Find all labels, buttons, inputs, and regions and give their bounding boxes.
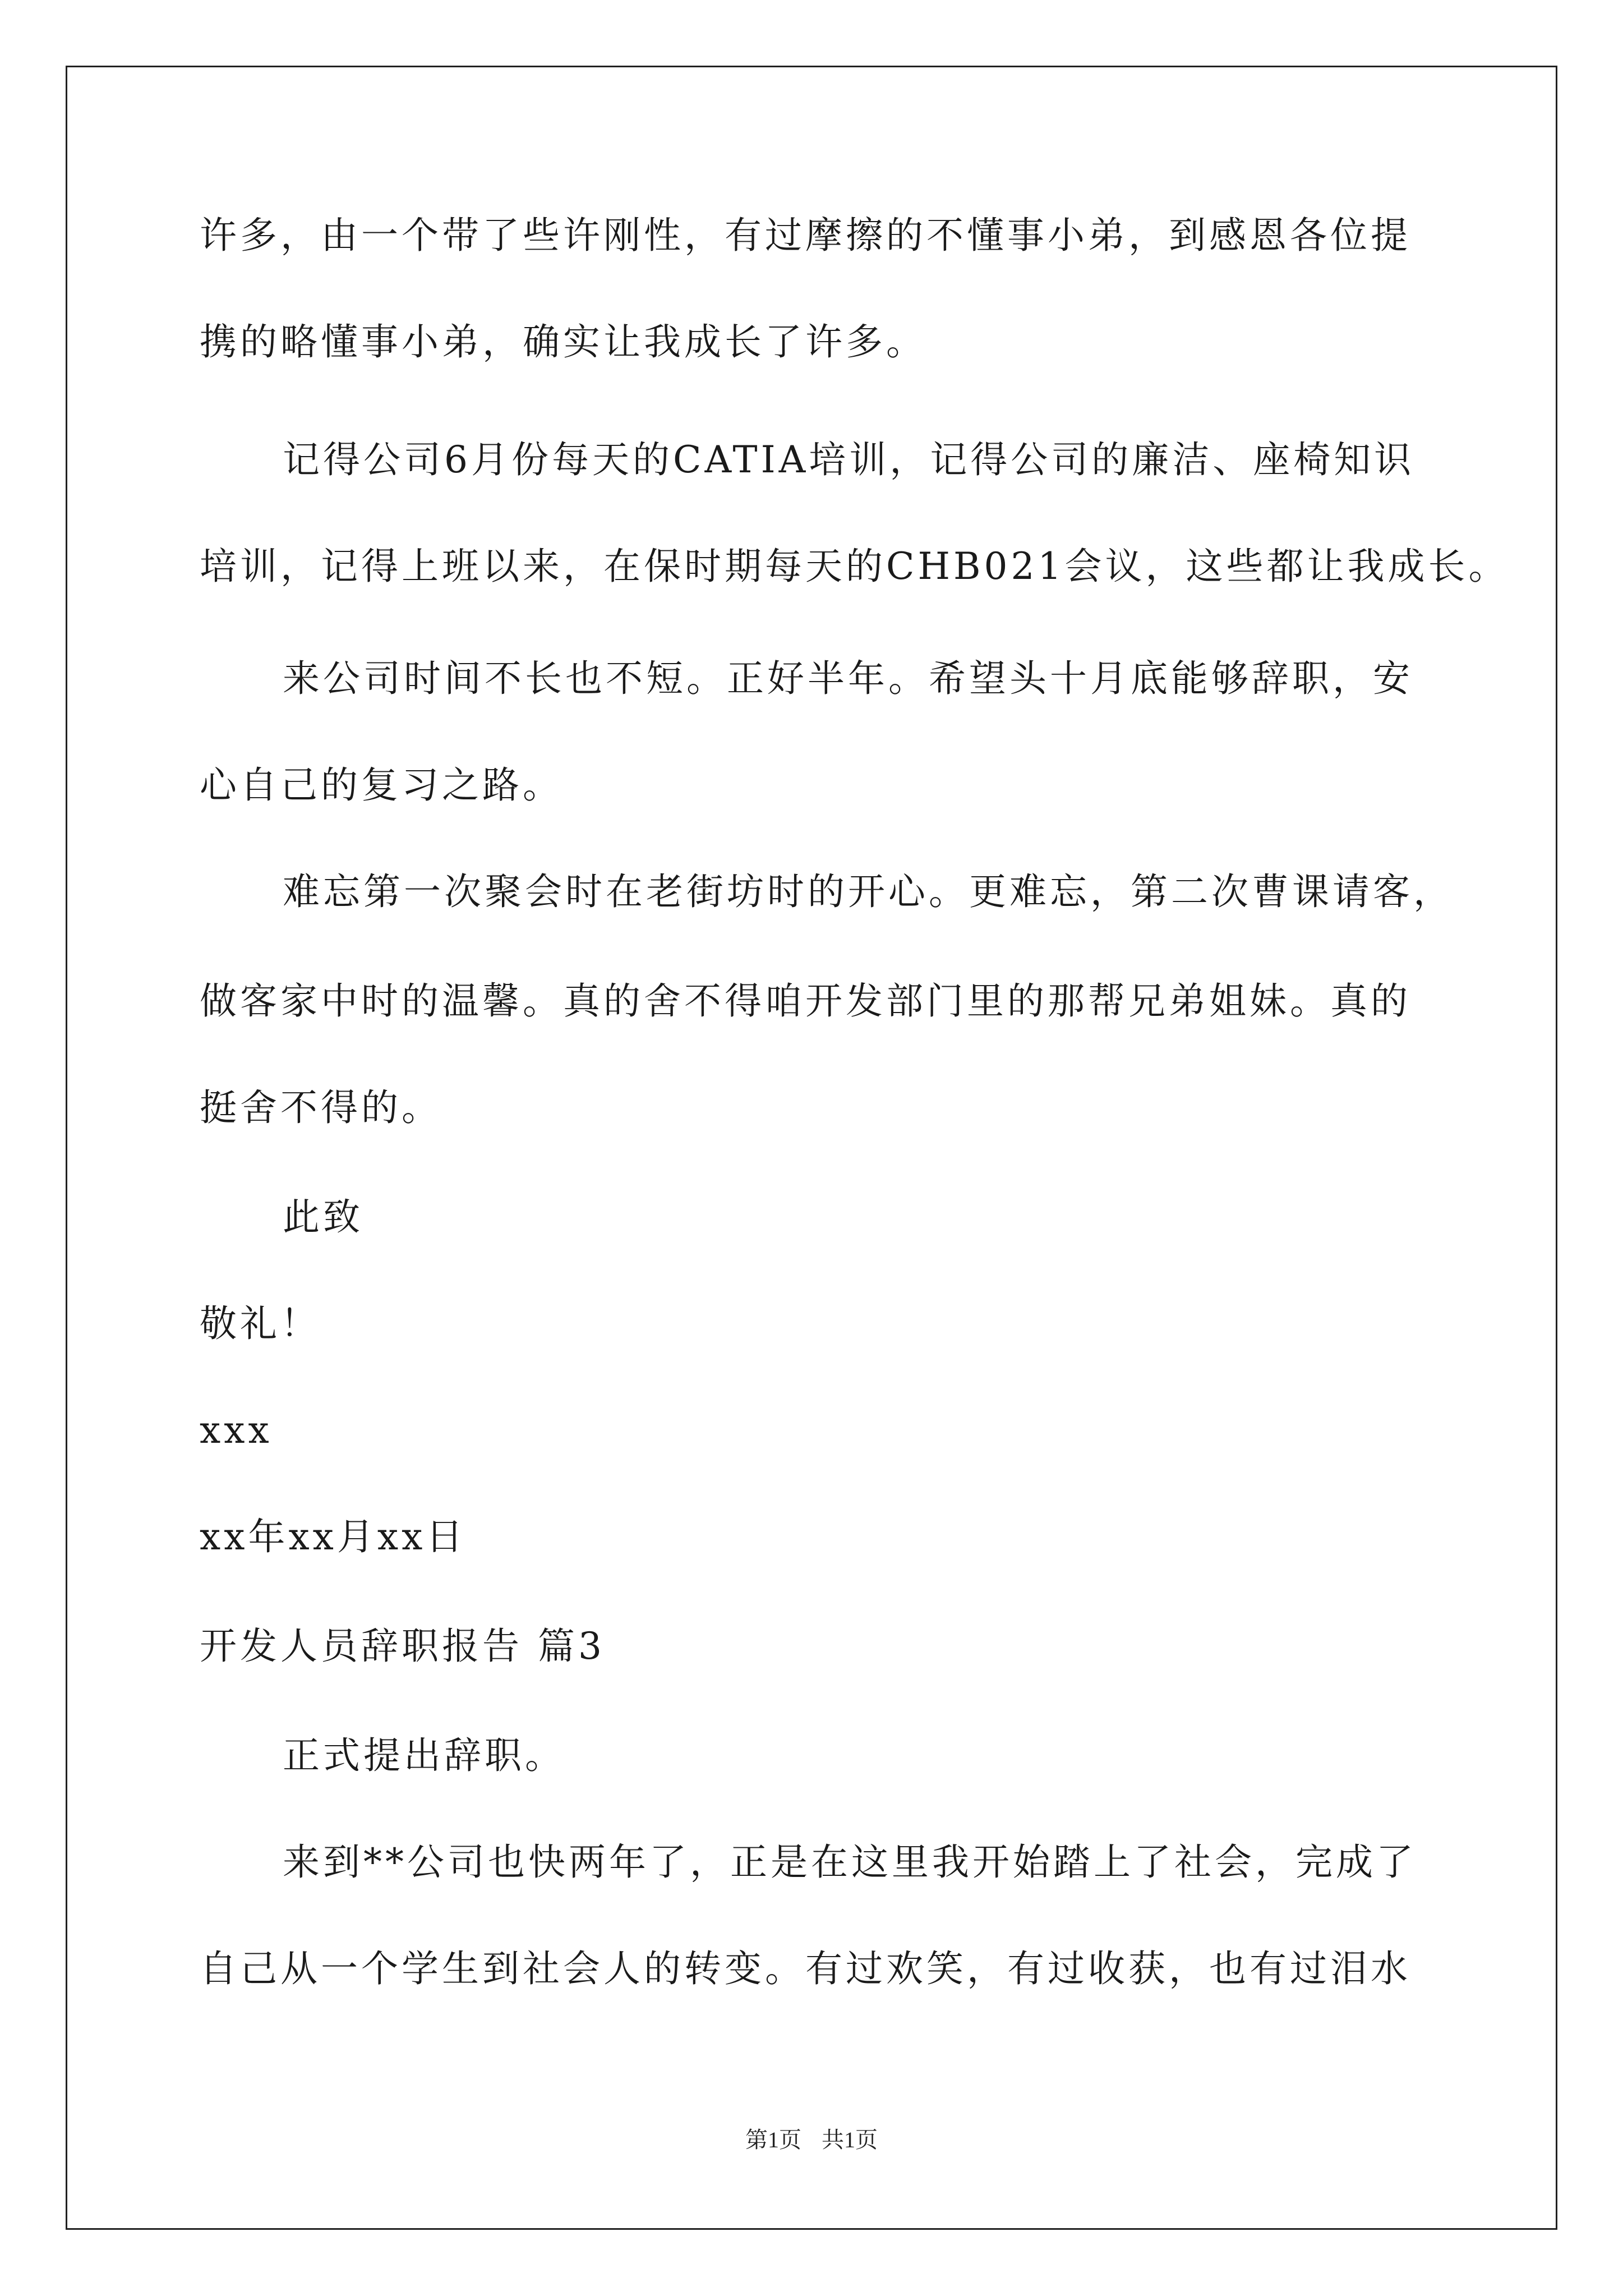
- body-line: 来公司时间不长也不短。正好半年。希望头十月底能够辞职，安: [283, 657, 1413, 700]
- body-line: 许多，由一个带了些许刚性，有过摩擦的不懂事小弟，到感恩各位提: [200, 214, 1411, 257]
- body-line: 心自己的复习之路。: [200, 763, 563, 807]
- page-number: 第1页: [745, 2127, 801, 2152]
- signature-name: xxx: [200, 1409, 273, 1452]
- body-line: 正式提出辞职。: [283, 1734, 565, 1777]
- body-line: 来到**公司也快两年了，正是在这里我开始踏上了社会，完成了: [283, 1841, 1417, 1884]
- signature-date: xx年xx月xx日: [200, 1515, 467, 1558]
- page-footer: [0, 2126, 1623, 2154]
- closing-line: 此致: [283, 1195, 363, 1239]
- page-count: 共1页: [822, 2127, 878, 2152]
- salutation-line: 敬礼！: [200, 1302, 321, 1345]
- body-line: 记得公司6月份每天的CATIA培训，记得公司的廉洁、座椅知识: [283, 438, 1415, 481]
- body-line: 难忘第一次聚会时在老街坊时的开心。更难忘，第二次曹课请客，: [283, 870, 1454, 913]
- body-line: 做客家中时的温馨。真的舍不得咱开发部门里的那帮兄弟姐妹。真的: [200, 979, 1411, 1023]
- body-line: 携的略懂事小弟，确实让我成长了许多。: [200, 320, 926, 364]
- section-heading: 开发人员辞职报告 篇3: [200, 1625, 605, 1668]
- body-line: 培训，记得上班以来，在保时期每天的CHB021会议，这些都让我成长。: [200, 545, 1509, 588]
- body-line: 自己从一个学生到社会人的转变。有过欢笑，有过收获，也有过泪水: [200, 1947, 1411, 1990]
- body-line: 挺舍不得的。: [200, 1086, 442, 1129]
- page-border: [66, 66, 1557, 2230]
